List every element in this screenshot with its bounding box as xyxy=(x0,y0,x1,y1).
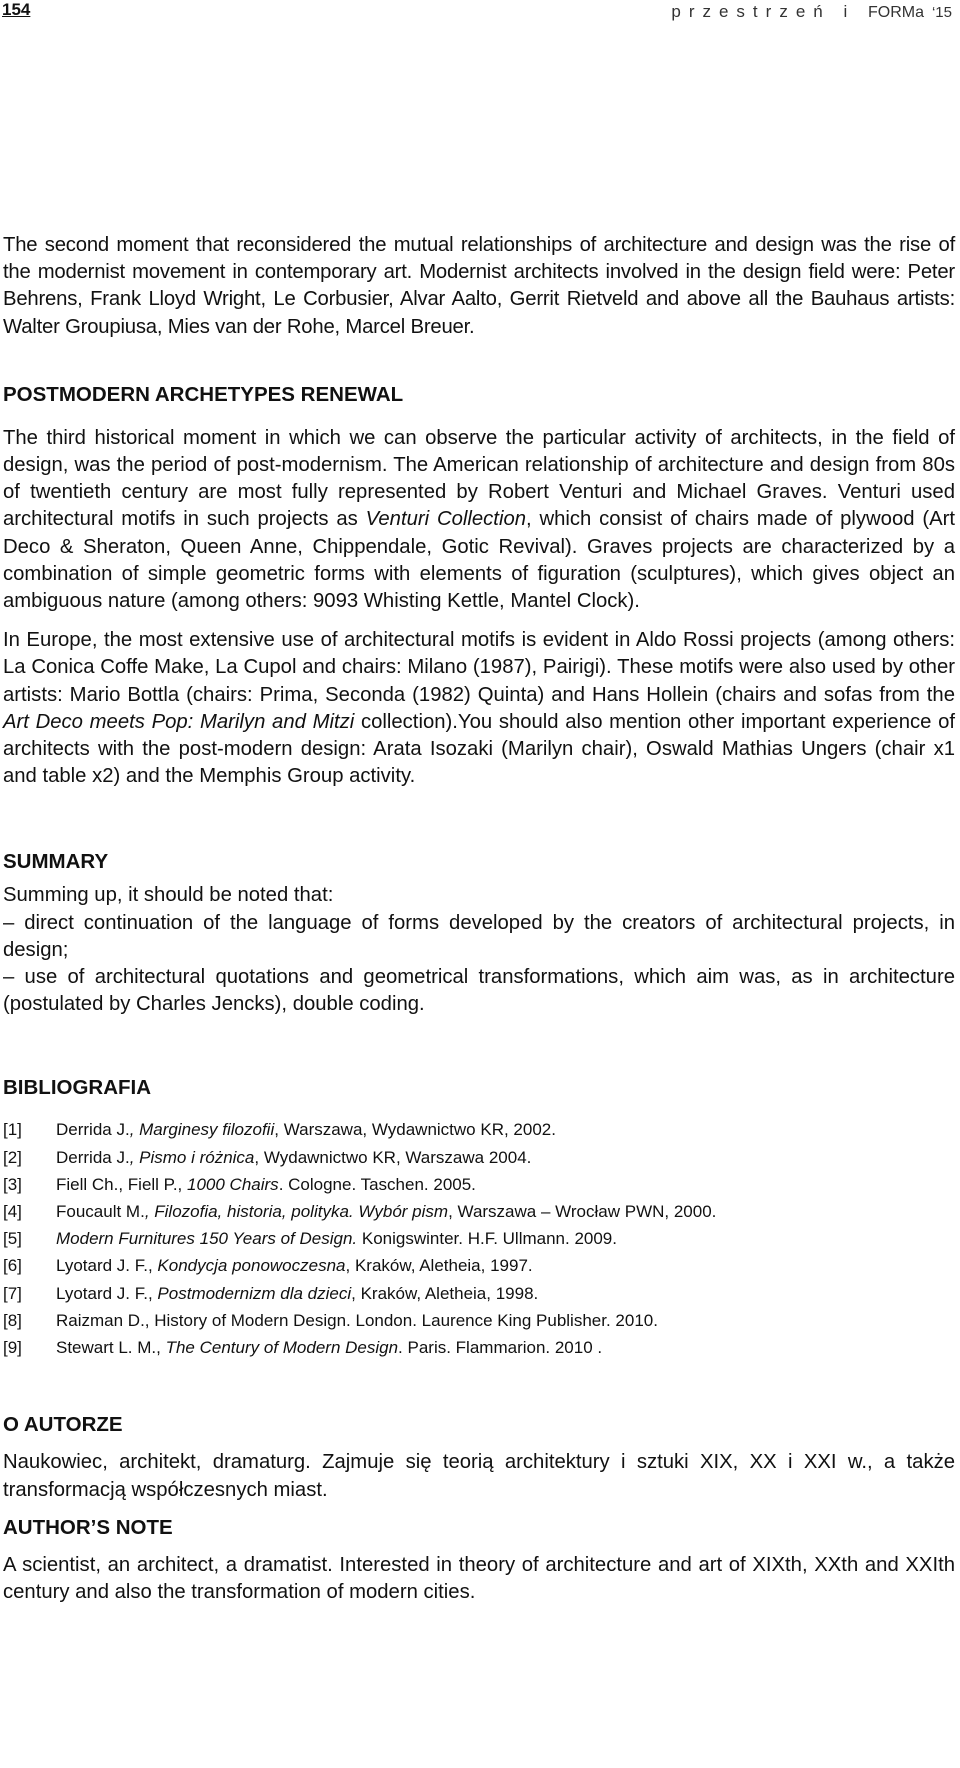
journal-prefix: przestrzeń i xyxy=(671,2,856,21)
journal-title xyxy=(671,2,952,22)
journal-year: ‘15 xyxy=(931,4,952,21)
summary-item: – direct continuation of the language of forms developed by the creators of architectural projects, in design; xyxy=(3,911,955,961)
bibliography-entry: [9] Stewart L. M., The Century of Modern Design. Paris. Flammarion. 2010 . xyxy=(3,1338,603,1358)
section-heading-bibliography: BIBLIOGRAFIA xyxy=(3,1076,152,1100)
bibliography-entry: [3] Fiell Ch., Fiell P., 1000 Chairs. Cologne. Taschen. 2005. xyxy=(3,1174,476,1194)
postmodern-paragraph-1: The third historical moment in which we can observe the particular activity of architects, in the field of design, was the period of post-modernism. The American relationship of architecture and design from 80s of twentieth century are most fully represented by Robert Venturi and Michael Graves. Venturi used architectural motifs in such projects as Venturi Collection, which consist of chairs made of plywood (Art Deco & Sheraton, Queen Anne, Chippendale, Gotic Revival). Graves projects are characterized by a combination of simple geometric forms with elements of figuration (sculptures), which gives object an ambiguous nature (among others: 9093 Whisting Kettle, Mantel Clock). xyxy=(3,426,956,613)
intro-paragraph: The second moment that reconsidered the mutual relationships of architecture and design was the rise of the modernist movement in contemporary art. Modernist architects involved in the design field were: Peter Behrens, Frank Lloyd Wright, Le Corbusier, Alvar Aalto, Gerrit Rietveld and above all the Bauhaus artists: Walter Groupiusa, Mies van der Rohe, Marcel Breuer. xyxy=(3,234,955,338)
o-autorze-text: Naukowiec, architekt, dramaturg. Zajmuje się teorią architektury i sztuki XIX, XX i XXI w., a także transformacją współczesnych miast. xyxy=(3,1451,955,1501)
journal-forma: FORMa xyxy=(867,4,924,21)
bibliography-entry: [8] Raizman D., History of Modern Design. London. Laurence King Publisher. 2010. xyxy=(3,1310,658,1330)
summary-intro: Summing up, it should be noted that: xyxy=(3,884,334,907)
summary-item: – use of architectural quotations and geometrical transformations, which aim was, as in architecture (postulated by Charles Jencks), double coding. xyxy=(3,966,955,1016)
bibliography-entry: [7] Lyotard J. F., Postmodernizm dla dzieci, Kraków, Aletheia, 1998. xyxy=(3,1283,539,1303)
authors-note-text: A scientist, an architect, a dramatist. Interested in theory of architecture and art of XIXth, XXth and XXIth century and also the transformation of modern cities. xyxy=(3,1553,955,1603)
page-number: 154 xyxy=(2,0,31,19)
article-body xyxy=(3,232,955,1606)
bibliography-list xyxy=(3,1116,955,1361)
running-header xyxy=(0,0,960,20)
bibliography-entry: [2] Derrida J., Pismo i różnica, Wydawnictwo KR, Warszawa 2004. xyxy=(3,1147,532,1167)
bibliography-entry: [5] Modern Furnitures 150 Years of Design. Konigswinter. H.F. Ullmann. 2009. xyxy=(3,1229,617,1249)
section-heading-authors-note: AUTHOR’S NOTE xyxy=(3,1515,173,1539)
section-heading-postmodern: POSTMODERN ARCHETYPES RENEWAL xyxy=(3,382,404,406)
section-heading-summary: SUMMARY xyxy=(3,850,109,874)
bibliography-entry: [1] Derrida J., Marginesy filozofii, Warszawa, Wydawnictwo KR, 2002. xyxy=(3,1120,556,1140)
postmodern-paragraph-2: In Europe, the most extensive use of architectural motifs is evident in Aldo Rossi projects (among others: La Conica Coffe Make, La Cupol and chairs: Milano (1987), Pairigi). These motifs were also used by other artists: Mario Bottla (chairs: Prima, Seconda (1982) Quinta) and Hans Hollein (chairs and sofas from the Art Deco meets Pop: Marilyn and Mitzi collection).You should also mention other important experience of architects with the post-modern design: Arata Isozaki (Marilyn chair), Oswald Mathias Ungers (chair x1 and table x2) and the Memphis Group activity. xyxy=(3,629,956,788)
section-heading-o-autorze: O AUTORZE xyxy=(3,1413,123,1437)
bibliography-entry: [6] Lyotard J. F., Kondycja ponowoczesna, Kraków, Aletheia, 1997. xyxy=(3,1256,533,1276)
bibliography-entry: [4] Foucault M., Filozofia, historia, polityka. Wybór pism, Warszawa – Wrocław PWN, 2000. xyxy=(3,1202,717,1222)
